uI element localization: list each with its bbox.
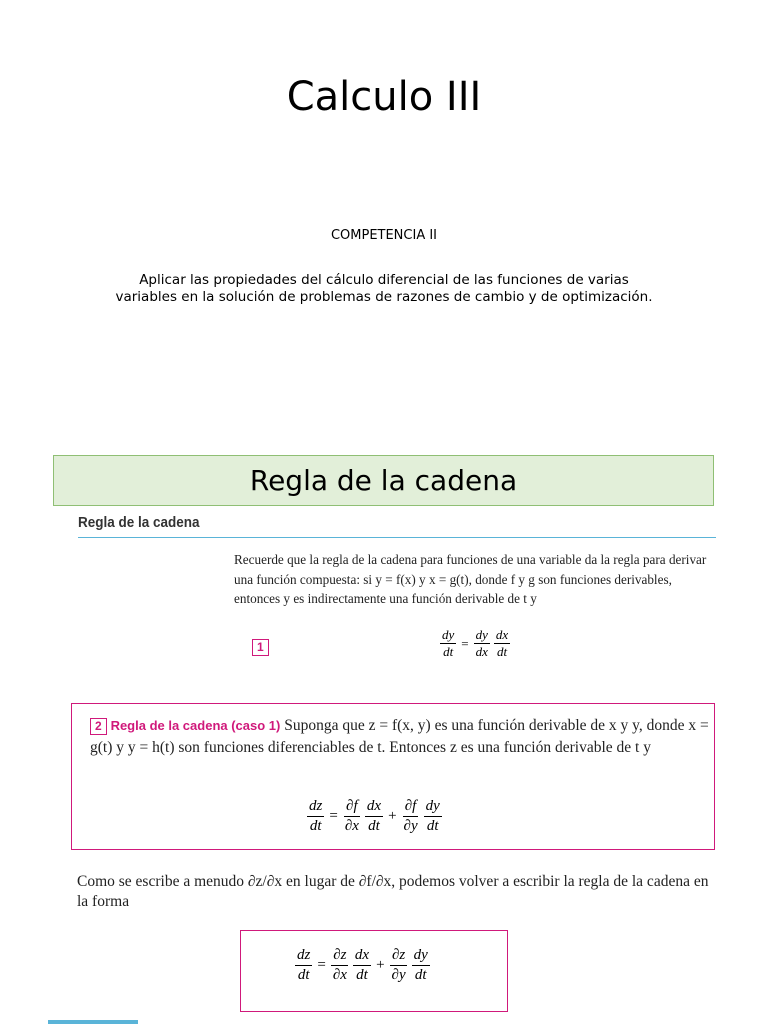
numerator: ∂z [390,946,407,966]
equation-3 [293,946,432,985]
denominator: ∂x [332,967,347,983]
denominator: dt [414,967,427,983]
denominator: dt [297,967,310,983]
denominator: dt [443,644,454,659]
equals-sign: = [329,808,338,824]
fraction [343,797,361,836]
numerator: dx [353,946,371,966]
denominator: dt [309,818,322,834]
intro-paragraph: Recuerde que la regla de la cadena para funciones de una variable da la regla para derivar una función compuesta: si y = f(x) y x = g(t), donde f y g son funciones derivables, entonces y es indirectamente una función derivable de t y [234,552,707,606]
theorem-label: Regla de la cadena (caso 1) [110,718,281,733]
remark-paragraph: Como se escribe a menudo ∂z/∂x en lugar de ∂f/∂x, podemos volver a escribir la regla de la cadena en la forma [77,873,709,910]
equation-2 [305,797,444,836]
equation-number-badge: 1 [252,639,269,656]
fraction [307,797,324,836]
fraction [494,627,510,660]
equation-1-number [252,638,269,656]
numerator: ∂f [403,797,419,817]
denominator: ∂y [391,967,406,983]
denominator: ∂x [344,818,359,834]
numerator: dz [307,797,324,817]
fraction [365,797,383,836]
objective-line-1: Aplicar las propiedades del cálculo diferencial de las funciones de varias [139,272,629,288]
fraction [390,946,408,985]
numerator: dz [295,946,312,966]
fraction [331,946,349,985]
section-title: Regla de la cadena [249,464,518,497]
denominator: dt [356,967,368,983]
fraction [440,627,456,660]
denominator: dt [426,818,439,834]
theorem-text: Suponga que z = f(x, y) es una función derivable de x y y, donde x = g(t) y y = h(t) son funciones diferenciables de t. Entonces z es una función derivable de t y [90,717,709,756]
equation-1 [438,627,512,660]
fraction [402,797,420,836]
theorem-statement [90,715,710,759]
numerator: dy [475,627,488,642]
numerator: dx [365,797,383,817]
objective-text [84,272,684,306]
fraction [474,627,490,660]
numerator: dy [412,946,430,966]
denominator: dt [496,644,508,659]
fraction [295,946,312,985]
numerator: dx [495,627,509,642]
book-heading: Regla de la cadena [78,514,200,531]
heading-rule [78,537,716,538]
competencia-label: COMPETENCIA II [330,228,438,243]
fraction [353,946,371,985]
section-title-box [53,455,714,506]
numerator: dy [442,627,455,642]
equals-sign: = [461,635,469,651]
footer-accent-bar [48,1020,138,1024]
numerator: ∂z [331,946,348,966]
fraction [424,797,442,836]
equals-sign: = [317,957,326,973]
numerator: dy [424,797,442,817]
denominator: dt [368,818,380,834]
plus-sign: + [388,808,397,824]
slide-title: Calculo III [286,74,482,120]
denominator: ∂y [403,818,418,834]
plus-sign: + [376,957,385,973]
theorem-number-badge: 2 [90,718,107,735]
numerator: ∂f [344,797,360,817]
objective-line-2: variables en la solución de problemas de razones de cambio y de optimización. [115,289,653,305]
denominator: dx [475,644,488,659]
fraction [412,946,430,985]
